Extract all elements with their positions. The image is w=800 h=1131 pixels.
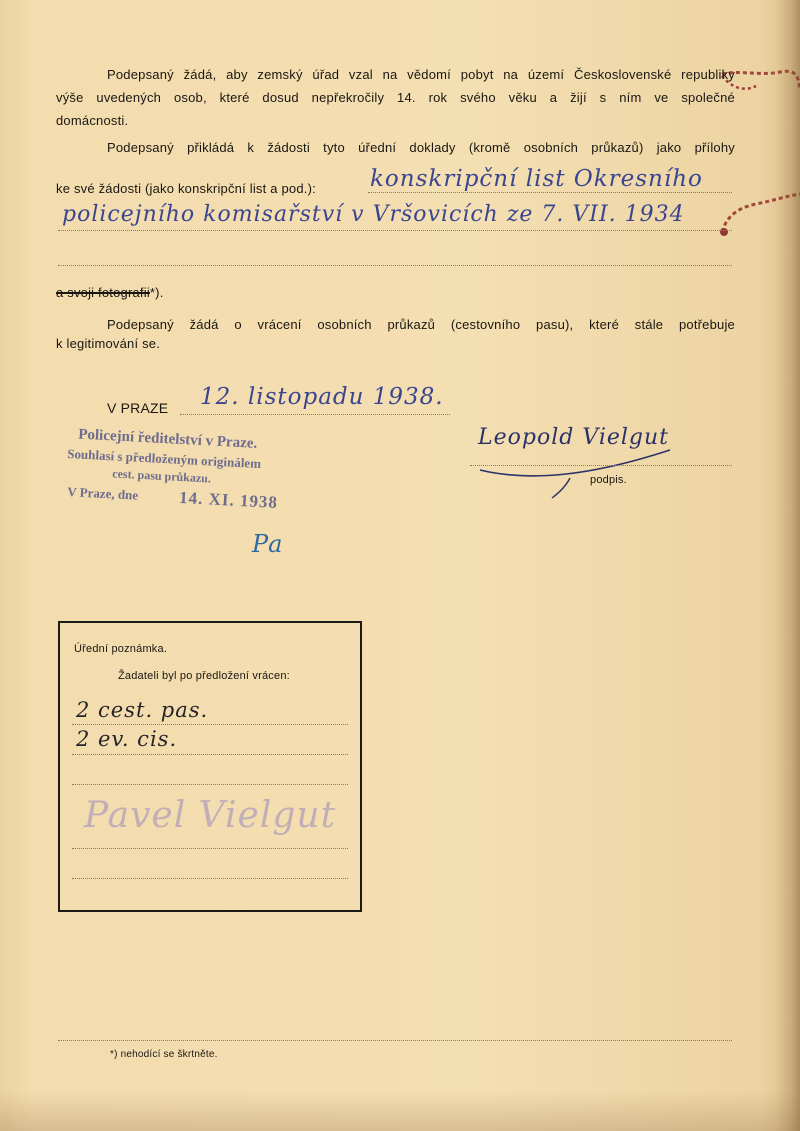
photo-note: *).	[149, 285, 164, 300]
handwritten-initials: Pa	[252, 530, 284, 558]
official-note-title: Úřední poznámka.	[74, 643, 168, 655]
paragraph3-line2: k legitimování se.	[56, 336, 161, 351]
signature-line	[470, 465, 732, 466]
note-line-5	[72, 878, 348, 879]
note-line-3	[72, 784, 348, 785]
fill-line-2	[58, 230, 732, 231]
handwritten-document-line2: policejního komisařství v Vršovicích ze 7. VII. 1934	[62, 202, 685, 227]
paragraph1-line2: výše uvedených osob, které dosud nepřekročily 14. rok svého věku a žijí s ním ve společné	[56, 90, 735, 105]
handwritten-signature: Leopold Vielgut	[478, 425, 669, 450]
official-note-box	[58, 621, 362, 912]
note-line-4	[72, 848, 348, 849]
paragraph1-line3: domácnosti.	[56, 113, 129, 128]
note-line-2	[72, 754, 348, 755]
paragraph2-line1: Podepsaný přikládá k žádosti tyto úřední doklady (kromě osobních průkazů) jako přílohy	[107, 140, 735, 155]
bleed-through-text	[60, 575, 740, 615]
signature-label: podpis.	[590, 474, 627, 486]
stamp-line1: Policejní ředitelství v Praze.	[77, 426, 258, 452]
handwritten-document-line1: konskripční list Okresního	[370, 166, 703, 192]
footnote-separator	[58, 1040, 732, 1041]
page-edge-shadow	[776, 0, 800, 1131]
stamp-line2: Souhlasí s předloženým originálem	[66, 445, 262, 472]
returned-item1: 2 cest. pas.	[76, 698, 209, 722]
footnote: *) nehodící se škrtněte.	[110, 1049, 218, 1060]
photo-struck-text: a svoji fotografii	[56, 285, 150, 300]
paragraph3-line1: Podepsaný žádá o vrácení osobních průkazů (cestovního pasu), které stále potřebuje	[107, 317, 735, 332]
fill-line-1	[368, 192, 732, 193]
official-note-subtitle: Žadateli byl po předložení vrácen:	[118, 670, 290, 682]
stamp-line4: V Praze, dne	[66, 484, 139, 503]
place-label: V PRAZE	[107, 400, 169, 416]
paragraph2-lead: ke své žádosti (jako konskripční list a pod.):	[56, 181, 316, 196]
stamp-line3: cest. pasu průkazu.	[111, 466, 212, 486]
stamp-date: 14. XI. 1938	[178, 487, 279, 513]
fill-line-3	[58, 265, 732, 266]
note-line-1	[72, 724, 348, 725]
paragraph1-line1: Podepsaný žádá, aby zemský úřad vzal na vědomí pobyt na území Československé republiky	[107, 67, 735, 82]
police-stamp	[60, 426, 305, 538]
page-bottom-shadow	[0, 1091, 800, 1131]
handwritten-date: 12. listopadu 1938.	[200, 384, 444, 410]
photo-line	[56, 284, 164, 301]
returned-item2: 2 ev. cis.	[76, 727, 178, 751]
date-fill-line	[180, 414, 450, 415]
pencil-signature: Pavel Vielgut	[84, 795, 337, 836]
